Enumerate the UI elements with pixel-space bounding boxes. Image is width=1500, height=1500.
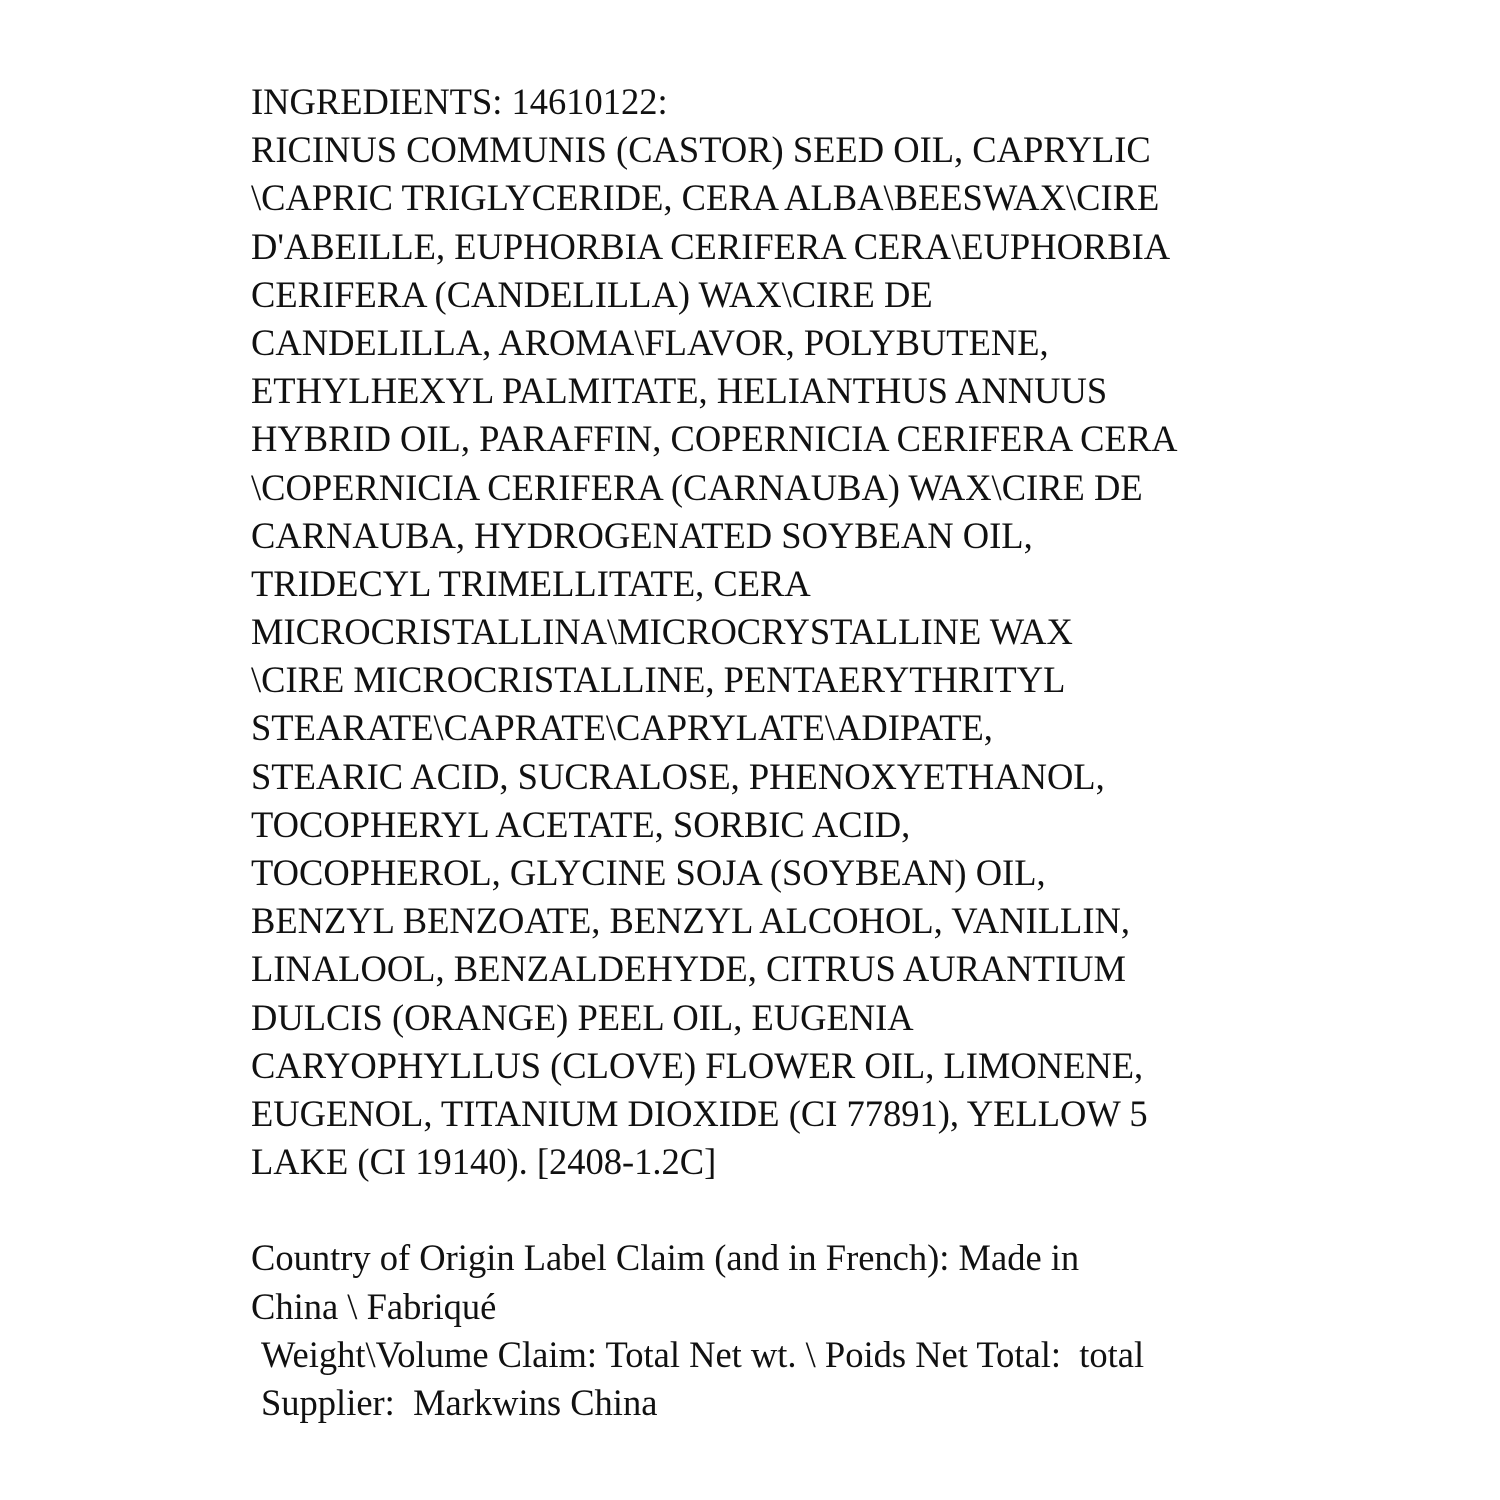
ingredients-line: \CAPRIC TRIGLYCERIDE, CERA ALBA\BEESWAX\CIRE <box>251 177 1160 219</box>
ingredients-line: MICROCRISTALLINA\MICROCRYSTALLINE WAX <box>251 611 1073 653</box>
ingredients-line: CARNAUBA, HYDROGENATED SOYBEAN OIL, <box>251 514 1033 556</box>
ingredients-list <box>251 126 1291 1186</box>
ingredients-line: STEARATE\CAPRATE\CAPRYLATE\ADIPATE, <box>251 707 993 749</box>
weight-volume-claim: Weight\Volume Claim: Total Net wt. \ Poids Net Total: total <box>261 1333 1145 1375</box>
ingredients-line: STEARIC ACID, SUCRALOSE, PHENOXYETHANOL, <box>251 755 1105 797</box>
ingredients-line: TOCOPHEROL, GLYCINE SOJA (SOYBEAN) OIL, <box>251 852 1046 893</box>
section-spacer <box>251 1186 1291 1234</box>
ingredients-line: CERIFERA (CANDELILLA) WAX\CIRE DE <box>251 273 933 315</box>
ingredients-line: ETHYLHEXYL PALMITATE, HELIANTHUS ANNUUS <box>251 370 1108 412</box>
ingredients-line: HYBRID OIL, PARAFFIN, COPERNICIA CERIFERA CERA <box>251 418 1178 460</box>
ingredients-header: INGREDIENTS: 14610122: <box>251 81 668 122</box>
country-of-origin-claim-continued: China \ Fabriqué <box>251 1285 497 1327</box>
ingredients-line: BENZYL BENZOATE, BENZYL ALCOHOL, VANILLIN, <box>251 900 1130 942</box>
ingredient-label-document <box>251 78 1291 1427</box>
ingredients-line: CANDELILLA, AROMA\FLAVOR, POLYBUTENE, <box>251 321 1049 363</box>
ingredients-line: \CIRE MICROCRISTALLINE, PENTAERYTHRITYL <box>251 659 1066 701</box>
ingredients-line: CARYOPHYLLUS (CLOVE) FLOWER OIL, LIMONENE, <box>251 1044 1144 1086</box>
ingredients-line: LAKE (CI 19140). [2408-1.2C] <box>251 1141 717 1183</box>
ingredients-line: RICINUS COMMUNIS (CASTOR) SEED OIL, CAPRYLIC <box>251 129 1151 171</box>
ingredients-line: \COPERNICIA CERIFERA (CARNAUBA) WAX\CIRE DE <box>251 466 1143 508</box>
ingredients-line: DULCIS (ORANGE) PEEL OIL, EUGENIA <box>251 996 914 1038</box>
ingredients-line: TOCOPHERYL ACETATE, SORBIC ACID, <box>251 803 911 845</box>
ingredients-line: D'ABEILLE, EUPHORBIA CERIFERA CERA\EUPHORBIA <box>251 225 1171 267</box>
country-of-origin-claim: Country of Origin Label Claim (and in French): Made in <box>251 1237 1080 1279</box>
ingredients-line: EUGENOL, TITANIUM DIOXIDE (CI 77891), YELLOW 5 <box>251 1092 1148 1134</box>
ingredients-line: TRIDECYL TRIMELLITATE, CERA <box>251 562 811 604</box>
supplier-line: Supplier: Markwins China <box>261 1381 658 1423</box>
ingredients-line: LINALOOL, BENZALDEHYDE, CITRUS AURANTIUM <box>251 948 1126 990</box>
